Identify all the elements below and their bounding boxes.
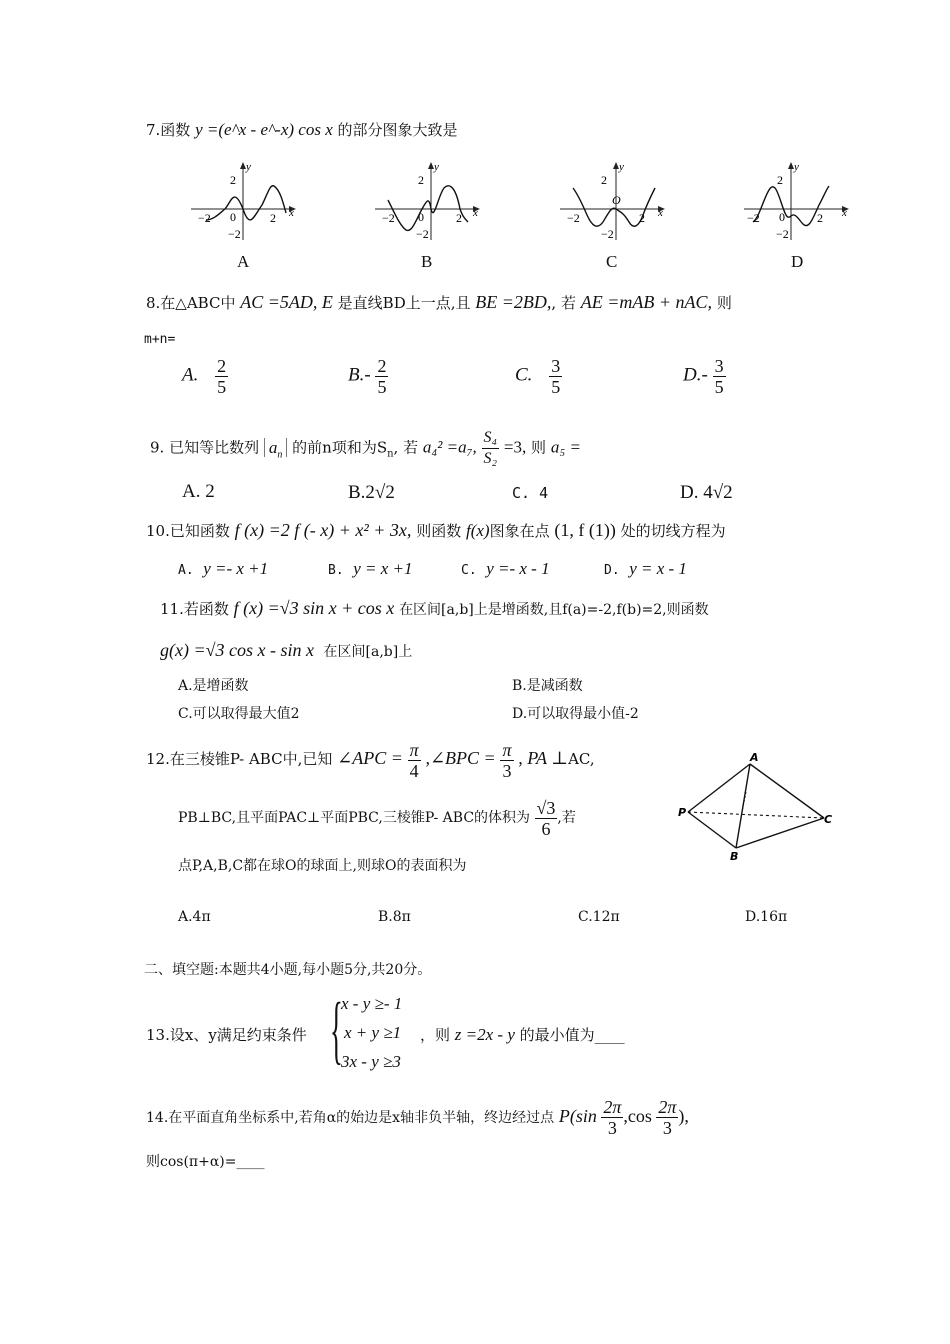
- q14-frac1-num: 2π: [603, 1097, 622, 1118]
- q12-label-c: C: [824, 813, 833, 826]
- q8-b-num: 2: [377, 356, 387, 376]
- svg-text:−2: −2: [228, 227, 241, 241]
- q7-label-b: B: [421, 252, 433, 271]
- q12-a3: , PA ⊥: [518, 748, 569, 768]
- q8-d-frac: [713, 356, 726, 397]
- q12-frac1-den: 4: [409, 760, 419, 781]
- svg-text:2: 2: [418, 173, 424, 187]
- q10-c-prefix: C.: [461, 563, 477, 578]
- q13-stem: 13.设x、y满足约束条件: [146, 1026, 307, 1044]
- q11-stem-text: 11.若函数: [160, 600, 229, 618]
- svg-text:2: 2: [456, 211, 462, 225]
- q7-stem: [146, 120, 458, 140]
- q9-frac: [482, 428, 500, 469]
- q11-option-d: D.可以取得最小值-2: [512, 706, 639, 722]
- q10-formula: f (x) =2 f (- x) + x² + 3x,: [234, 520, 412, 540]
- q12-option-c: C.12π: [578, 909, 620, 925]
- q14-frac1: [601, 1097, 623, 1138]
- q10-stem: [146, 520, 726, 541]
- svg-text:2: 2: [777, 173, 783, 187]
- q7-tail: 的部分图象大致是: [337, 121, 458, 139]
- q12-option-a: A.4π: [178, 909, 211, 925]
- q10-b-body: y = x +1: [353, 559, 413, 578]
- q12-line2-tail: ,若: [557, 810, 576, 826]
- q8-f1: AC =5AD, E: [240, 292, 333, 312]
- q8-b-sign: -: [364, 364, 371, 386]
- q9-t2: , 若: [393, 438, 419, 457]
- svg-text:−2: −2: [747, 211, 760, 225]
- q10-a-prefix: A.: [178, 563, 194, 578]
- q8-d-num: 3: [714, 356, 724, 376]
- q12-vol-num: √3: [536, 797, 556, 818]
- q14-p: P(sin: [558, 1106, 597, 1126]
- q12-frac1: [408, 740, 421, 781]
- q7-graph-c: [557, 160, 672, 245]
- q8-a-prefix: A.: [182, 364, 199, 386]
- q8-stem: [146, 292, 732, 313]
- q10-t3: 处的切线方程为: [620, 522, 726, 540]
- section-2-heading: 二、填空题:本题共4小题,每小题5分,共20分。: [144, 962, 432, 978]
- q9-option-d: D. 4√2: [680, 482, 733, 503]
- q14-mid: ,cos: [623, 1106, 652, 1126]
- q14-stem-text: 14.在平面直角坐标系中,若角α的始边是x轴非负半轴，终边经过点: [146, 1110, 555, 1126]
- q8-t1: 是直线BD上一点,且: [337, 294, 471, 312]
- q14-point: [558, 1097, 689, 1139]
- q12-vol-frac: [535, 798, 558, 839]
- q11-line2: [160, 640, 412, 662]
- q8-c-frac: [549, 356, 562, 397]
- q8-option-c: [515, 356, 562, 397]
- q7-label-a: A: [237, 252, 250, 271]
- q10-f2: f(x): [465, 521, 490, 540]
- svg-text:0: 0: [230, 210, 236, 224]
- q13-brace: {: [330, 988, 343, 1072]
- q9-t1-sub: n: [387, 448, 394, 460]
- q12-a3-tail: AC,: [568, 750, 595, 768]
- svg-text:y: y: [246, 161, 251, 173]
- q12-a2: ,∠BPC =: [425, 748, 496, 768]
- q12-frac2-num: π: [502, 739, 512, 760]
- svg-text:2: 2: [639, 211, 645, 225]
- q10-c-body: y =- x - 1: [486, 559, 550, 578]
- q12-a1: ∠APC =: [337, 748, 403, 768]
- q10-a-body: y =- x +1: [203, 559, 269, 578]
- svg-text:−2: −2: [382, 211, 395, 225]
- q10-option-c: [461, 559, 550, 579]
- q13-c3: 3x - y ≥3: [341, 1052, 401, 1071]
- svg-text:0: 0: [418, 210, 424, 224]
- svg-text:x: x: [289, 207, 294, 219]
- q7-formula: y =(e^x - e^-x) cos x: [195, 120, 333, 139]
- q9-stem: [150, 428, 581, 473]
- q7-label-d: D: [791, 252, 804, 271]
- svg-text:0: 0: [779, 210, 785, 224]
- q14-frac1-den: 3: [607, 1118, 617, 1139]
- q14-frac2-den: 3: [662, 1118, 672, 1139]
- svg-text:y: y: [794, 161, 799, 173]
- q14-tail: ),: [678, 1106, 689, 1126]
- q12-line3: 点P,A,B,C都在球O的球面上,则球O的表面积为: [178, 858, 467, 874]
- svg-text:y: y: [434, 161, 439, 173]
- q8-b-prefix: B.: [348, 364, 365, 386]
- q10-point: (1, f (1)): [554, 520, 616, 540]
- q13-obj: z =2x - y: [454, 1025, 515, 1044]
- q8-d-prefix: D.: [683, 364, 702, 386]
- q12-label-a: A: [750, 752, 759, 764]
- q8-f2: BE =2BD,: [475, 292, 552, 312]
- q13-c2: x + y ≥1: [344, 1023, 402, 1042]
- svg-text:−2: −2: [601, 227, 614, 241]
- q9-t3: 则: [531, 438, 547, 457]
- q9-option-b: B.2√2: [348, 482, 395, 503]
- q10-t1: 则函数: [416, 522, 462, 540]
- q7-a-tick2: 2: [230, 173, 236, 187]
- q11-t1: 在区间[a,b]上是增函数,且f(a)=-2,f(b)=2,则函数: [399, 602, 709, 618]
- q11-option-a: A.是增函数: [178, 678, 249, 694]
- q11-option-b: B.是减函数: [512, 678, 583, 694]
- q11-option-c: C.可以取得最大值2: [178, 706, 300, 722]
- q9-t1: 的前n项和为S: [292, 438, 388, 457]
- q8-line2: m+n=: [144, 332, 176, 347]
- q12-option-d: D.16π: [745, 909, 788, 925]
- q9-ask: a₅ =: [550, 437, 581, 457]
- svg-text:−2: −2: [776, 227, 789, 241]
- q7-graph-d: [741, 160, 856, 245]
- q12-label-p: P: [678, 806, 687, 819]
- svg-text:y: y: [619, 161, 624, 173]
- q7-graph-a: [188, 160, 303, 245]
- q12-line2: [178, 796, 576, 840]
- q12-frac1-num: π: [409, 739, 419, 760]
- q11-formula2: g(x) =√3 cos x - sin x: [160, 640, 314, 660]
- svg-text:2: 2: [601, 173, 607, 187]
- q9-frac-num: S₄: [482, 428, 500, 449]
- q11-stem: [160, 598, 709, 620]
- q8-a-den: 5: [217, 377, 227, 397]
- q9-seq-a: a: [268, 437, 278, 457]
- q12-line2-text: PB⊥BC,且平面PAC⊥平面PBC,三棱锥P- ABC的体积为: [178, 810, 531, 826]
- svg-text:−2: −2: [567, 211, 580, 225]
- q8-option-a: [182, 356, 228, 397]
- svg-text:2: 2: [817, 211, 823, 225]
- q10-t2: 图象在点: [489, 522, 550, 540]
- q12-option-b: B.8π: [378, 909, 411, 925]
- q13-t2: 的最小值为____: [519, 1026, 625, 1044]
- q12-stem: [146, 736, 595, 781]
- q11-formula: f (x) =√3 sin x + cos x: [233, 598, 395, 618]
- q8-c-num: 3: [551, 356, 561, 376]
- q9-frac-den: S₂: [483, 450, 498, 467]
- q10-stem-text: 10.已知函数: [146, 522, 230, 540]
- q9-option-c: C. 4: [512, 484, 549, 502]
- q10-option-a: [178, 559, 268, 579]
- q9-cond2: =3,: [503, 437, 527, 457]
- q8-stem-text: 8.在△ABC中: [146, 294, 236, 312]
- q12-frac2: [500, 740, 513, 781]
- q11-t2: 在区间[a,b]上: [323, 644, 413, 660]
- q10-d-prefix: D.: [604, 563, 620, 578]
- q8-a-num: 2: [217, 356, 227, 376]
- svg-text:x: x: [842, 207, 847, 219]
- q14-frac2-num: 2π: [658, 1097, 677, 1118]
- q12-pyramid-diagram: [678, 752, 838, 864]
- q12-stem-text: 12.在三棱锥P- ABC中,已知: [146, 750, 333, 768]
- q8-c-prefix: C.: [515, 364, 533, 386]
- q7-graph-b: [372, 160, 487, 245]
- q12-vol-den: 6: [541, 818, 551, 839]
- q10-option-d: [604, 559, 687, 579]
- svg-text:x: x: [658, 207, 663, 219]
- q8-t3: 则: [716, 294, 732, 312]
- svg-text:x: x: [473, 207, 478, 219]
- q8-a-frac: [215, 356, 228, 397]
- q13-tail: [420, 1025, 625, 1045]
- q14-stem: [146, 1094, 689, 1140]
- q9-seq-sub: n: [277, 448, 283, 460]
- q9-stem-text: 9. 已知等比数列: [150, 438, 260, 457]
- q14-frac2: [656, 1097, 678, 1138]
- q8-b-frac: [375, 356, 388, 397]
- q8-option-b: [348, 356, 388, 397]
- q8-b-den: 5: [377, 377, 387, 397]
- q9-cond1: a₄² =a₇,: [422, 437, 477, 457]
- q12-label-b: B: [730, 850, 739, 863]
- q8-c-den: 5: [551, 377, 561, 397]
- q9-option-a: A. 2: [182, 481, 215, 502]
- q13-t1: ，则: [420, 1026, 451, 1044]
- q10-d-body: y = x - 1: [629, 559, 687, 578]
- q8-f3: AE =mAB + nAC,: [580, 292, 713, 312]
- svg-text:−2: −2: [416, 227, 429, 241]
- q8-t2: , 若: [551, 294, 576, 312]
- q10-b-prefix: B.: [328, 563, 344, 578]
- q14-line2: 则cos(π+α)=____: [146, 1154, 265, 1170]
- q13-c1: x - y ≥- 1: [341, 994, 403, 1013]
- svg-text:2: 2: [270, 211, 276, 225]
- q12-frac2-den: 3: [502, 760, 512, 781]
- q8-d-den: 5: [714, 377, 724, 397]
- svg-text:−2: −2: [198, 211, 211, 225]
- q7-stem-text: 7.函数: [146, 121, 191, 139]
- q10-option-b: [328, 559, 413, 579]
- q9-seq: [264, 437, 288, 460]
- q8-d-sign: -: [701, 364, 708, 386]
- svg-text:O: O: [612, 193, 621, 207]
- q7-label-c: C: [606, 252, 618, 271]
- q8-option-d: [683, 356, 726, 397]
